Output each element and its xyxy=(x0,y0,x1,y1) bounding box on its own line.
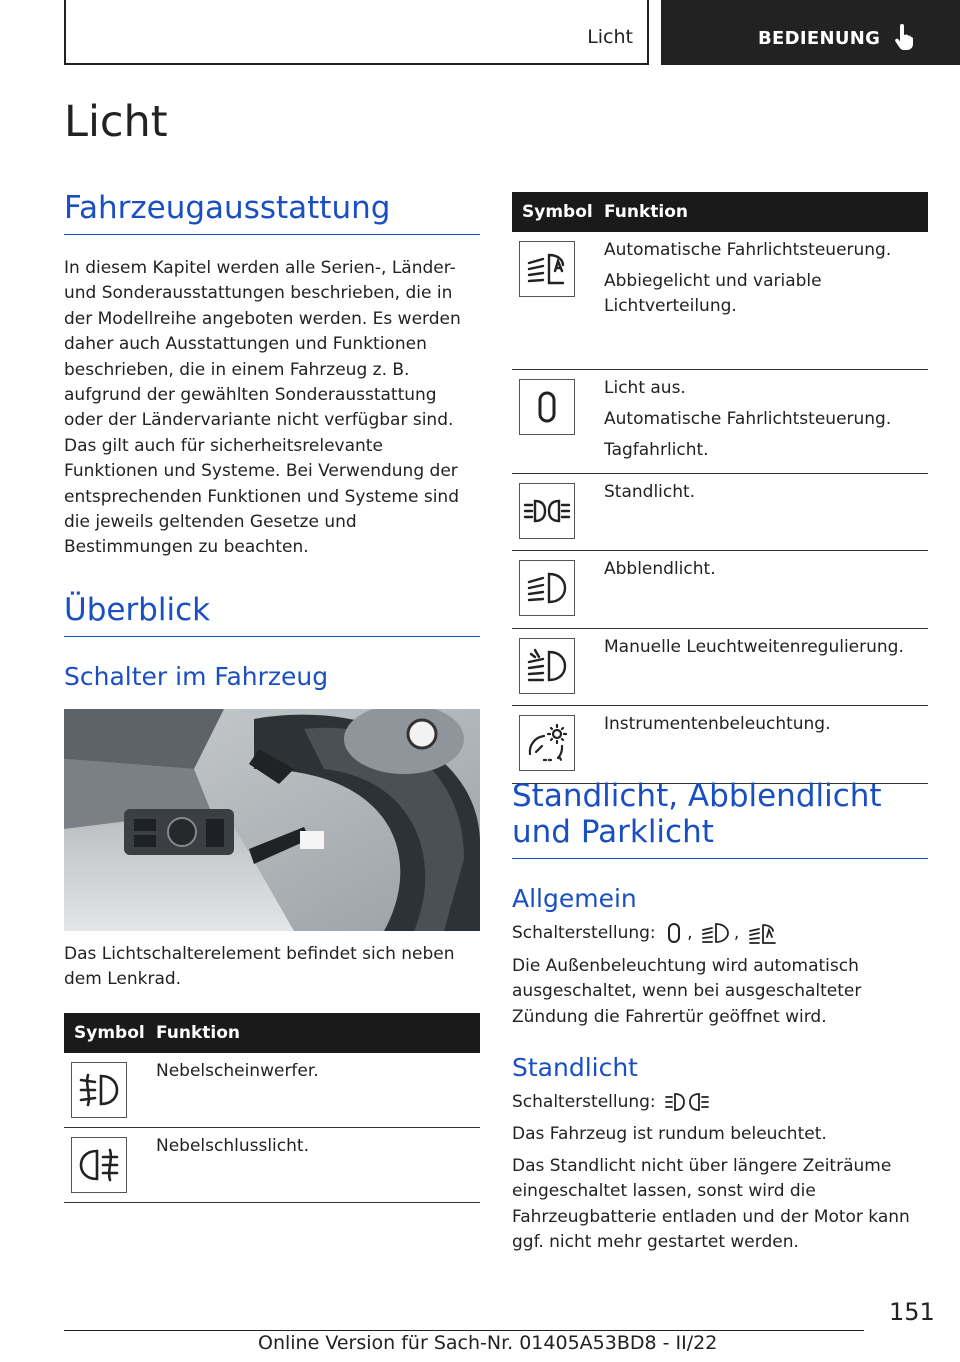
function-text: Manuelle Leuchtweitenregulierung. xyxy=(604,636,904,657)
instrument-lighting-icon xyxy=(519,715,575,771)
function-text: Standlicht. xyxy=(604,481,696,502)
table-row xyxy=(512,628,928,705)
table-row xyxy=(512,705,928,783)
function-text: Abbiegelicht und variable Lichtverteilung. xyxy=(604,271,822,316)
low-beam-icon xyxy=(519,560,575,616)
auto-headlight-icon xyxy=(519,241,575,297)
equipment-text: In diesem Kapitel werden alle Serien-, Länder- und Sonderausstattungen beschrieben, die in der Modellreihe angeboten werden. Es werden daher auch Ausstattungen und Funktionen beschrieben, die in einem Fahrzeug z. B. aufgrund der gewählten Sonderausstattung oder der Ländervariante nicht verfügbar sind. Das gilt auch für sicherheitsrelevante Funktionen und Systeme. Bei Verwendung der entsprechenden Funktionen und Systeme sind die jeweils geltenden Gesetze und Bestimmungen zu beachten. xyxy=(64,258,461,558)
switch-position-label: Schalterstellung: xyxy=(512,1092,656,1112)
light-switch-table xyxy=(512,192,928,784)
table-row xyxy=(64,1128,480,1203)
light-off-icon xyxy=(519,379,575,435)
standlicht-text-1: Das Fahrzeug ist rundum beleuchtet. xyxy=(512,1124,827,1144)
table-header-symbol: Symbol xyxy=(512,192,604,232)
table-row xyxy=(512,369,928,473)
function-text: Abblendlicht. xyxy=(604,558,716,579)
switch-position-label: Schalterstellung: xyxy=(512,923,656,943)
header-section-box xyxy=(64,0,649,65)
page-number: 151 xyxy=(889,1298,935,1326)
heading-parking-lights: Standlicht, Abblendlicht und Parklicht xyxy=(512,778,928,859)
heading-standlicht: Standlicht xyxy=(512,1053,638,1082)
function-text: Nebelscheinwerfer. xyxy=(156,1061,319,1081)
table-header-function: Funktion xyxy=(156,1013,480,1053)
function-text: Nebelschlusslicht. xyxy=(156,1136,309,1156)
heading-overview: Überblick xyxy=(64,592,480,637)
table-row xyxy=(64,1053,480,1128)
page-title: Licht xyxy=(64,97,168,147)
table-header-symbol: Symbol xyxy=(64,1013,156,1053)
general-switch-line xyxy=(512,921,928,946)
fog-light-table xyxy=(64,1013,480,1203)
function-text: Automatische Fahrlichtsteuerung. xyxy=(604,240,892,260)
function-text: Instrumentenbeleuchtung. xyxy=(604,713,831,734)
header-chapter-box xyxy=(661,0,960,65)
front-fog-light-icon xyxy=(71,1062,127,1118)
heading-switch-in-vehicle: Schalter im Fahrzeug xyxy=(64,662,329,691)
footer-divider xyxy=(64,1330,864,1331)
light-off-icon xyxy=(664,922,684,944)
table-row xyxy=(512,232,928,369)
header-section-title: Licht xyxy=(587,26,633,48)
table-row xyxy=(512,550,928,628)
table-row xyxy=(512,473,928,550)
separator: , xyxy=(687,923,693,943)
function-text: Licht aus. xyxy=(604,377,686,398)
footer-text: Online Version für Sach-Nr. 01405A53BD8 - II/22 xyxy=(258,1332,718,1354)
function-text: Tagfahrlicht. xyxy=(604,439,709,460)
general-text: Die Außenbeleuchtung wird automatisch ausgeschaltet, wenn bei ausgeschalteter Zündung die Fahrertür geöffnet wird. xyxy=(512,956,862,1027)
heading-equipment: Fahrzeugausstattung xyxy=(64,190,480,235)
low-beam-icon xyxy=(701,922,731,944)
table-header-function: Funktion xyxy=(604,192,928,232)
rear-fog-light-icon xyxy=(71,1137,127,1193)
standlicht-switch-line xyxy=(512,1090,928,1115)
function-text: Automatische Fahrlichtsteuerung. xyxy=(604,408,892,429)
light-switch-photo xyxy=(64,709,480,931)
separator: , xyxy=(733,923,740,943)
heading-general: Allgemein xyxy=(512,884,637,913)
headlight-range-icon xyxy=(519,638,575,694)
pointing-hand-icon xyxy=(893,24,915,52)
parking-light-icon xyxy=(519,483,575,539)
parking-light-icon xyxy=(664,1091,712,1113)
standlicht-text-2: Das Standlicht nicht über längere Zeiträume eingeschaltet lassen, sonst wird die Fahrzeugbatterie entladen und der Motor kann ggf. nicht mehr gestartet werden. xyxy=(512,1156,910,1253)
auto-headlight-icon xyxy=(748,922,778,944)
header-chapter-title: BEDIENUNG xyxy=(758,28,881,49)
photo-caption: Das Lichtschalterelement befindet sich neben dem Lenkrad. xyxy=(64,944,455,990)
